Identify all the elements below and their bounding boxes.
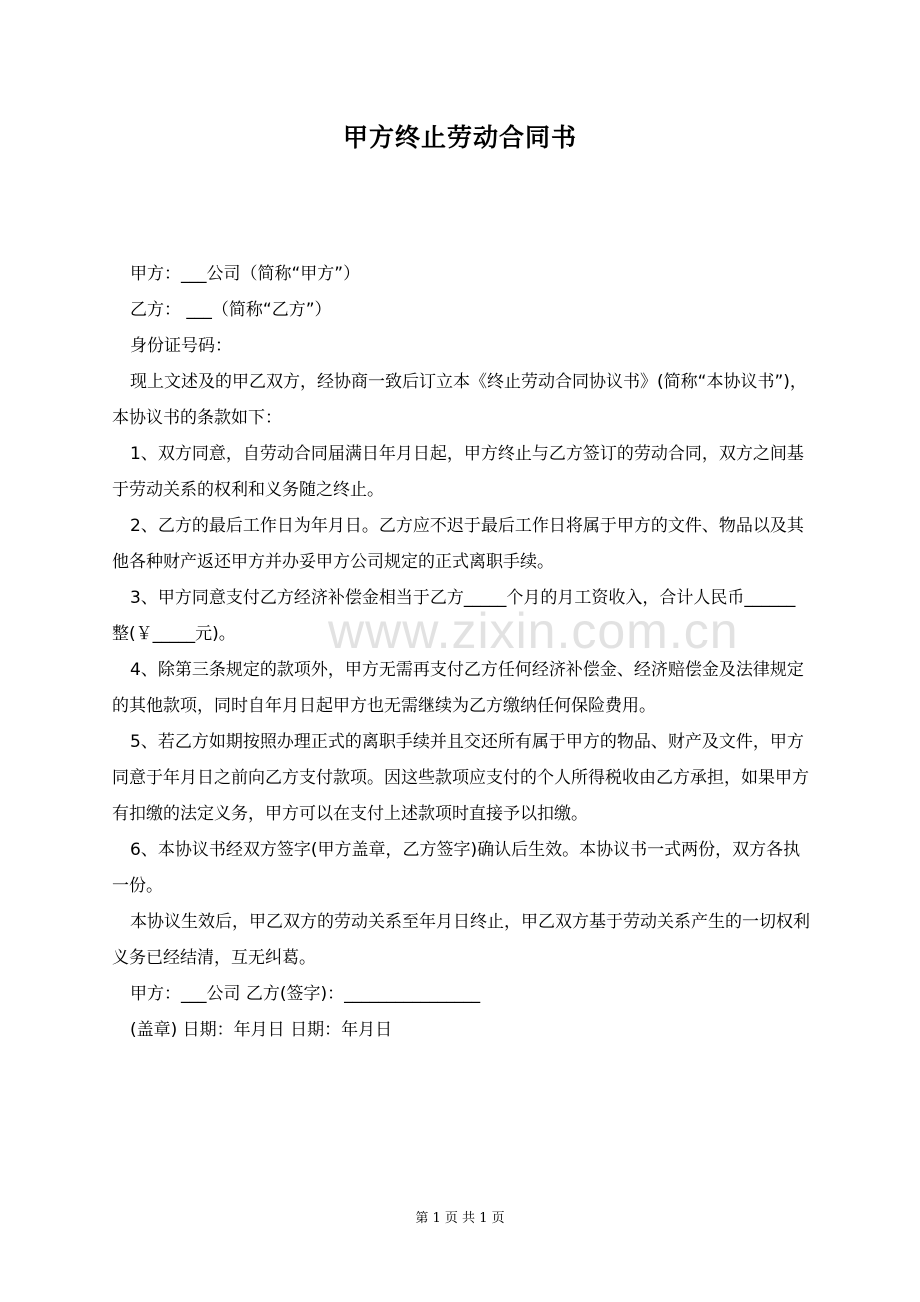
signature-line: 甲方：___公司 乙方(签字)：________________: [130, 984, 481, 1004]
preamble-paragraph: 现上文述及的甲乙双方，经协商一致后订立本《终止劳动合同协议书》(简称“本协议书”)，本协议书的条款如下：: [112, 372, 807, 428]
clause-6: 6、本协议书经双方签字(甲方盖章，乙方签字)确认后生效。本协议书一式两份，双方各执一份。: [112, 840, 801, 896]
clause-5: 5、若乙方如期按照办理正式的离职手续并且交还所有属于甲方的物品、财产及文件，甲方同意于年月日之前向乙方支付款项。因这些款项应支付的个人所得税收由乙方承担，如果甲方有扣缴的法定义务，甲方可以在支付上述款项时直接予以扣缴。: [112, 732, 809, 824]
document-title: 甲方终止劳动合同书: [342, 123, 577, 152]
clause-3: 3、甲方同意支付乙方经济补偿金相当于乙方_____个月的月工资收入，合计人民币______整(￥_____元)。: [112, 588, 796, 644]
party-b-line: 乙方： ___（简称“乙方”）: [130, 300, 332, 320]
effect-paragraph: 本协议生效后，甲乙双方的劳动关系至年月日终止，甲乙双方基于劳动关系产生的一切权利义务已经结清，互无纠葛。: [112, 912, 810, 968]
clause-2: 2、乙方的最后工作日为年月日。乙方应不迟于最后工作日将属于甲方的文件、物品以及其他各种财产返还甲方并办妥甲方公司规定的正式离职手续。: [112, 516, 804, 572]
page-footer: 第 1 页 共 1 页: [415, 1211, 505, 1226]
clause-1: 1、双方同意，自劳动合同届满日年月日起，甲方终止与乙方签订的劳动合同，双方之间基于劳动关系的权利和义务随之终止。: [112, 444, 804, 500]
document-body: [112, 256, 812, 1048]
id-number-line: 身份证号码：: [130, 336, 232, 356]
clause-4: 4、除第三条规定的款项外，甲方无需再支付乙方任何经济补偿金、经济赔偿金及法律规定的其他款项，同时自年月日起甲方也无需继续为乙方缴纳任何保险费用。: [112, 660, 804, 716]
watermark: www.zixin.com.cn: [328, 603, 739, 659]
party-a-line: 甲方：___公司（简称“甲方”）: [130, 264, 361, 284]
date-line: (盖章) 日期：年月日 日期：年月日: [130, 1020, 393, 1040]
